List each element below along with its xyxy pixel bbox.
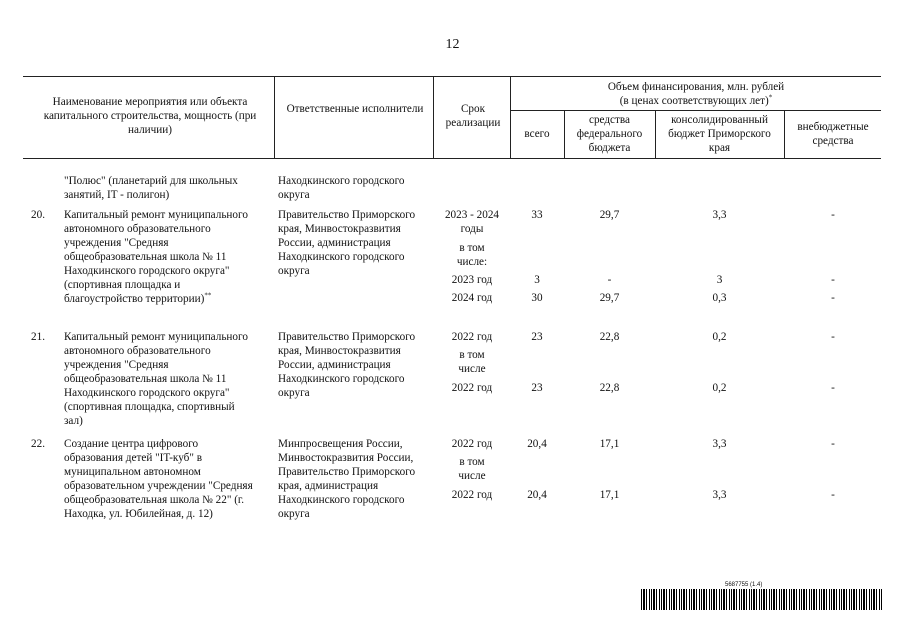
header-divider [564, 110, 565, 158]
row-sub-extra: - [831, 382, 835, 394]
row-in-that: в том числе: [456, 242, 488, 268]
row-regional: 3,3 [712, 438, 727, 450]
row-total: 23 [531, 331, 543, 343]
header-sub-total: всего [524, 128, 550, 140]
row-sub-total: 30 [531, 292, 543, 304]
row-sub-term: 2023 год [451, 274, 493, 286]
row-sub-federal: 17,1 [599, 489, 620, 501]
row-in-that: в том числе [458, 349, 486, 375]
row-total: 33 [531, 209, 543, 221]
row-sub-total: 3 [534, 274, 540, 286]
row-sub-extra: - [831, 274, 835, 286]
row-executors: Правительство Приморского края, Минвостокразвития России, администрация Находкинского городского округа [278, 331, 416, 399]
row-federal: 17,1 [599, 438, 620, 450]
row-federal: 22,8 [599, 331, 620, 343]
row-sub-extra: - [831, 489, 835, 501]
barcode-icon [641, 589, 883, 610]
row-number: 20. [31, 209, 45, 221]
row-name: Капитальный ремонт муниципального автономного образовательного учреждения "Средняя общеобразовательная школа № 11 Находкинского городского округа" (спортивная площадка и благоустройство территории)** [64, 209, 248, 305]
row-name: "Полюс" (планетарий для школьных занятий, IT - полигон) [64, 175, 238, 201]
row-sub-regional: 3,3 [712, 489, 727, 501]
row-sub-regional: 0,3 [712, 292, 727, 304]
header-sub-regional: консолидированный бюджет Приморского края [668, 114, 771, 154]
header-funding-line2: (в ценах соответствующих лет)* [619, 93, 773, 107]
header-divider [274, 76, 275, 158]
row-regional: 3,3 [712, 209, 727, 221]
header-bottom-border [23, 158, 881, 159]
header-sub-federal: средства федерального бюджета [576, 114, 643, 154]
row-sub-regional: 3 [716, 274, 723, 286]
header-divider [510, 76, 511, 158]
row-sub-total: 20,4 [527, 489, 547, 501]
barcode-label: 5687755 (1.4) [725, 582, 763, 588]
row-sub-term: 2022 год [451, 382, 493, 394]
row-executors: Находкинского городского округа [278, 175, 405, 201]
row-in-that: в том числе [458, 456, 486, 482]
header-col-term: Срок реализации [445, 103, 501, 129]
header-col-executors: Ответственные исполнители [286, 103, 424, 115]
row-sub-term: 2022 год [451, 489, 493, 501]
row-sub-federal: 29,7 [599, 292, 620, 304]
row-executors: Правительство Приморского края, Минвостокразвития России, администрация Находкинского городского округа [278, 209, 416, 277]
row-federal: 29,7 [599, 209, 620, 221]
header-subdivider [510, 110, 881, 111]
row-term: 2023 - 2024 годы [444, 209, 500, 235]
row-name: Капитальный ремонт муниципального автономного образовательного учреждения "Средняя общеобразовательная школа № 11 Находкинского городского округа" (спортивная площадка, спортивный зал) [64, 331, 248, 427]
header-sub-extra: внебюджетные средства [797, 121, 869, 147]
header-divider [433, 76, 434, 158]
row-regional: 0,2 [712, 331, 727, 343]
header-divider [784, 110, 785, 158]
row-sub-federal: - [607, 274, 612, 286]
header-divider [655, 110, 656, 158]
row-sub-term: 2024 год [451, 292, 493, 304]
header-col-funding [514, 80, 878, 108]
row-extra: - [831, 331, 835, 343]
row-sub-extra: - [831, 292, 835, 304]
row-extra: - [831, 209, 835, 221]
row-sub-regional: 0,2 [712, 382, 727, 394]
row-number: 22. [31, 438, 45, 450]
row-total: 20,4 [527, 438, 547, 450]
row-name: Создание центра цифрового образования детей "IT-куб" в муниципальном автономном образовательном учреждении "Средняя общеобразовательная школа № 22" (г. Находка, ул. Юбилейная, д. 12) [64, 438, 253, 520]
row-term: 2022 год [451, 331, 493, 343]
row-number: 21. [31, 331, 45, 343]
row-extra: - [831, 438, 835, 450]
row-term: 2022 год [451, 438, 493, 450]
table-top-border [23, 76, 881, 77]
row-executors: Минпросвещения России, Минвостокразвития России, Правительство Приморского края, администрация Находкинского городского округа [278, 438, 416, 520]
header-col-name: Наименование мероприятия или объекта капитального строительства, мощность (при наличии) [43, 96, 257, 136]
row-sub-federal: 22,8 [599, 382, 620, 394]
row-sub-total: 23 [531, 382, 543, 394]
header-funding-line1: Объем финансирования, млн. рублей [607, 81, 785, 93]
page-number: 12 [445, 37, 460, 52]
